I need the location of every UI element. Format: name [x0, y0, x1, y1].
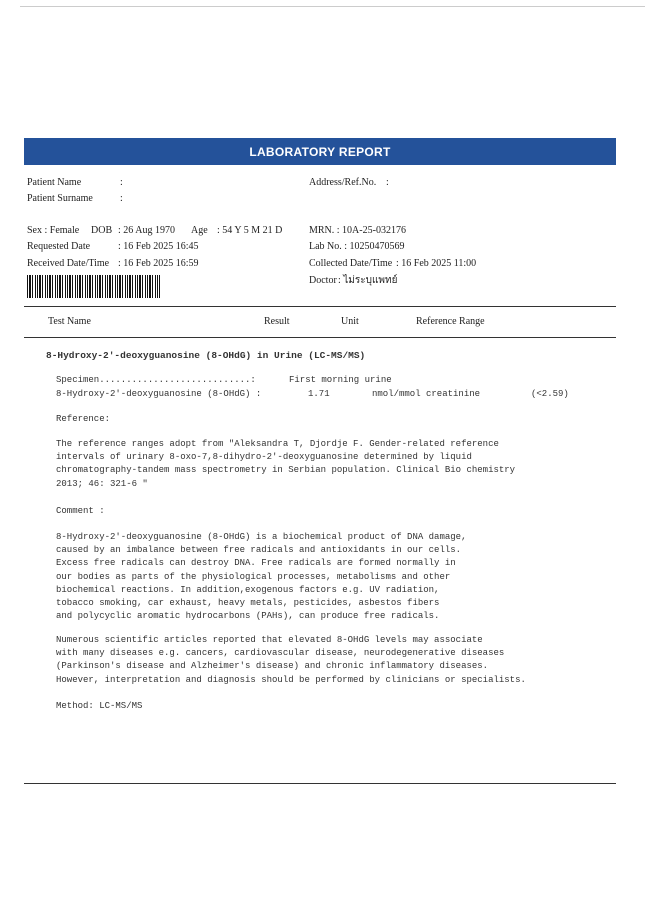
reference-text: The reference ranges adopt from "Aleksandra T, Djordje F. Gender-related reference intervals of urinary 8-oxo-7,8-dihydro-2'-deoxyguanosine determined by liquid chromatography-tandem mass spectrometry in Serbian population. Clinical Bio chemistry 2013; 46: 321-6 ": [56, 439, 516, 489]
header-top-rule: [24, 306, 616, 307]
col-unit: Unit: [341, 316, 359, 327]
collected-date-label: Collected Date/Time: [309, 258, 393, 269]
comment-paragraph-1: 8-Hydroxy-2'-deoxyguanosine (8-OHdG) is a biochemical product of DNA damage, caused by an imbalance between free radicals and antioxidants in our cells. Excess free radicals can destroy DNA. Free radicals are formed normally in our bodies as parts of the physiological processes, metabolisms and other biochemical reactions. In addition,exogenous factors e.g. UV radiation, tobacco smoking, car exhaust, heavy metals, pesticides, asbestos fibers and polycyclic aromatic hydrocarbons (PAHs), can produce free radicals.: [56, 532, 467, 622]
report-banner: [24, 138, 616, 165]
received-date-label: Received Date/Time: [27, 258, 110, 269]
specimen-label: Specimen............................:: [56, 375, 256, 385]
patient-surname-label: Patient Surname: [27, 193, 93, 204]
dob-value: : 26 Aug 1970: [118, 225, 175, 236]
age-label: Age: [191, 225, 208, 236]
analyte-label: 8-Hydroxy-2'-deoxyguanosine (8-OHdG) :: [56, 389, 262, 399]
address-label: Address/Ref.No.: [309, 177, 377, 188]
collected-date-value: : 16 Feb 2025 11:00: [396, 258, 477, 269]
report-title: LABORATORY REPORT: [249, 145, 391, 159]
doctor-label: Doctor: [309, 275, 337, 286]
mrn-field: MRN. : 10A-25-032176: [309, 225, 406, 236]
col-test-name: Test Name: [48, 316, 91, 327]
patient-name-label: Patient Name: [27, 177, 82, 188]
reference-heading: Reference:: [56, 414, 111, 424]
age-value: : 54 Y 5 M 21 D: [217, 225, 283, 236]
test-title: 8-Hydroxy-2'-deoxyguanosine (8-OHdG) in Urine (LC-MS/MS): [46, 350, 366, 361]
sex-field: Sex : Female: [27, 225, 80, 236]
analyte-unit: nmol/mmol creatinine: [372, 389, 481, 399]
footer-rule: [24, 783, 616, 784]
col-result: Result: [264, 316, 290, 327]
requested-date-value: : 16 Feb 2025 16:45: [118, 241, 199, 252]
requested-date-label: Requested Date: [27, 241, 91, 252]
comment-paragraph-2: Numerous scientific articles reported that elevated 8-OHdG levels may associate with many diseases e.g. cancers, cardiovascular disease, neurodegenerative diseases (Parkinson's disease and Alzheimer's disease) and chronic inflammatory diseases. However, interpretation and diagnosis should be performed by clinicians or specialists.: [56, 635, 526, 685]
specimen-value: First morning urine: [289, 375, 392, 385]
patient-name-sep: :: [120, 177, 123, 188]
received-date-value: : 16 Feb 2025 16:59: [118, 258, 199, 269]
address-sep: :: [386, 177, 389, 188]
barcode: [27, 275, 160, 298]
method-text: Method: LC-MS/MS: [56, 701, 143, 711]
header-bottom-rule: [24, 337, 616, 338]
doctor-value: : ไม่ระบุแพทย์: [338, 275, 398, 286]
lab-number: Lab No. : 10250470569: [309, 241, 405, 252]
col-reference-range: Reference Range: [416, 316, 485, 327]
page-top-rule: [20, 6, 645, 7]
comment-heading: Comment :: [56, 506, 105, 516]
dob-label: DOB: [91, 225, 113, 236]
patient-surname-sep: :: [120, 193, 123, 204]
analyte-result: 1.71: [308, 389, 330, 399]
analyte-range: (<2.59): [531, 389, 569, 399]
